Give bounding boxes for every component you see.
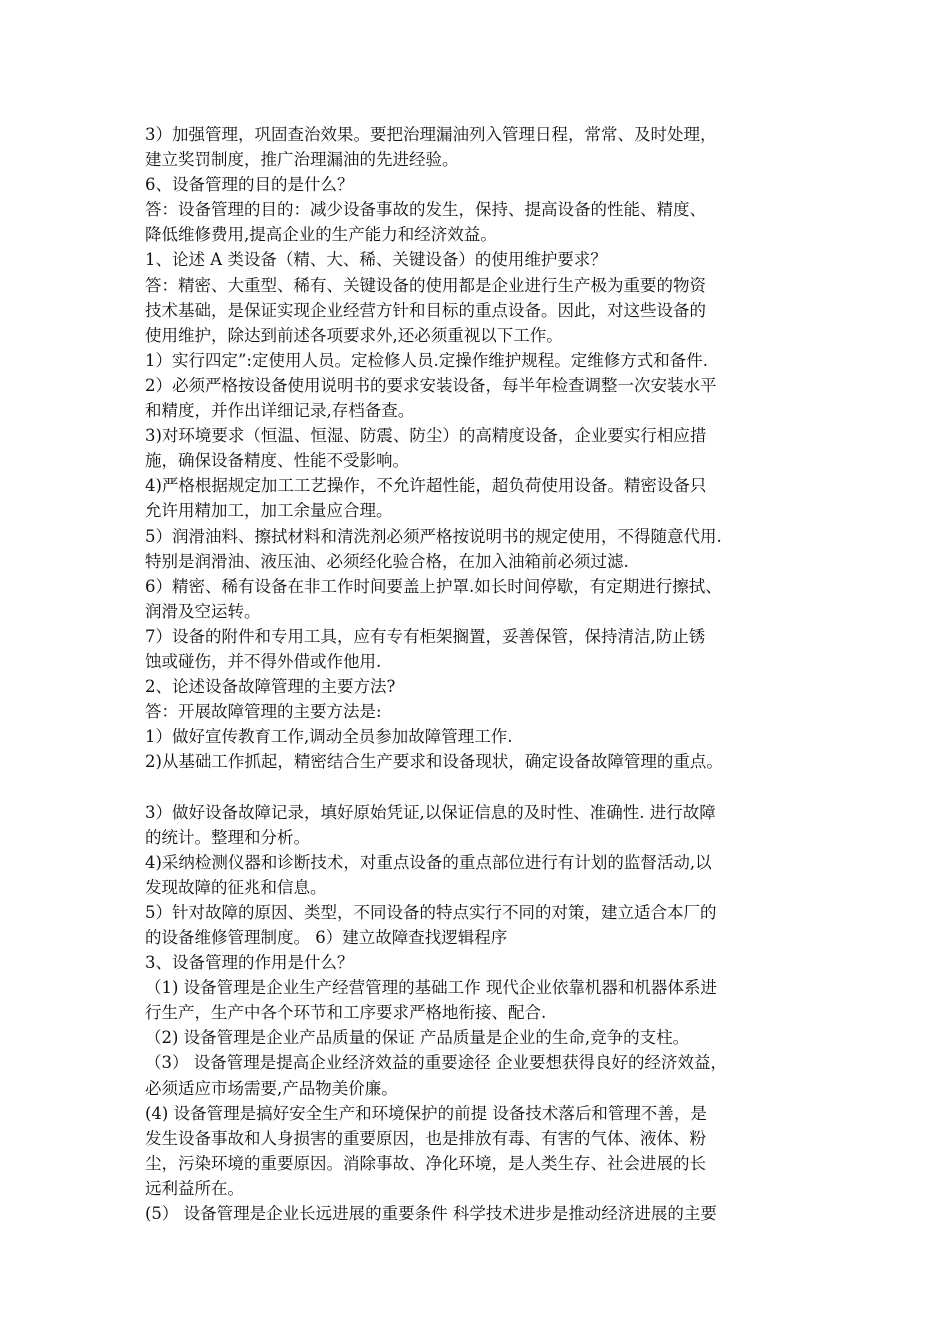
text-line: 1、论述 A 类设备（精、大、稀、关键设备）的使用维护要求？ xyxy=(145,250,607,270)
text-line: 施，确保设备精度、性能不受影响。 xyxy=(145,451,409,471)
text-line: 2)从基础工作抓起，精密结合生产要求和设备现状，确定设备故障管理的重点。 xyxy=(145,752,723,772)
document-page xyxy=(145,122,825,1226)
text-line: 1）实行四定”:定使用人员。定检修人员.定操作维护规程。定维修方式和备件. xyxy=(145,350,708,370)
text-line: 降低维修费用,提高企业的生产能力和经济效益。 xyxy=(145,225,497,245)
text-line: （2) 设备管理是企业产品质量的保证 产品质量是企业的生命,竞争的支柱。 xyxy=(145,1028,690,1048)
text-line: 行生产，生产中各个环节和工序要求严格地衔接、配合. xyxy=(145,1003,547,1023)
text-line: 5）润滑油料、擦拭材料和清洗剂必须严格按说明书的规定使用，不得随意代用. xyxy=(145,526,722,546)
text-line: 3）加强管理，巩固查治效果。要把治理漏油列入管理日程，常常、及时处理， xyxy=(145,125,717,144)
text-line: 1）做好宣传教育工作,调动全员参加故障管理工作. xyxy=(145,727,513,747)
text-line: 4)严格根据规定加工工艺操作，不允许超性能，超负荷使用设备。精密设备只 xyxy=(145,476,707,496)
text-line: 蚀或碰伤，并不得外借或作他用. xyxy=(145,651,382,671)
text-line: 3、设备管理的作用是什么？ xyxy=(145,953,354,973)
text-line: 2、论述设备故障管理的主要方法? xyxy=(145,677,396,697)
text-line: 4)采纳检测仪器和诊断技术，对重点设备的重点部位进行有计划的监督活动,以 xyxy=(145,852,712,872)
text-line: 尘，污染环境的重要原因。消除事故、净化环境，是人类生存、社会进展的长 xyxy=(145,1153,706,1173)
text-line: 答：设备管理的目的：减少设备事故的发生，保持、提高设备的性能、精度、 xyxy=(145,200,706,220)
text-line: 远利益所在。 xyxy=(145,1178,244,1198)
text-line: 3)对环境要求（恒温、恒湿、防震、防尘）的高精度设备，企业要实行相应措 xyxy=(145,426,707,446)
text-line: 润滑及空运转。 xyxy=(145,601,261,621)
text-line: 6、设备管理的目的是什么？ xyxy=(145,175,354,195)
text-line: 技术基础，是保证实现企业经营方针和目标的重点设备。因此，对这些设备的 xyxy=(145,300,706,320)
text-line: 建立奖罚制度，推广治理漏油的先进经验。 xyxy=(145,150,459,170)
text-line: 发现故障的征兆和信息。 xyxy=(145,877,327,897)
text-line: 特别是润滑油、液压油、必须经化验合格，在加入油箱前必须过滤. xyxy=(145,551,629,571)
text-line: （1) 设备管理是企业生产经营管理的基础工作 现代企业依靠机器和机器体系进 xyxy=(145,978,717,998)
text-line: 6）精密、稀有设备在非工作时间要盖上护罩.如长时间停歇，有定期进行擦拭、 xyxy=(145,576,722,596)
text-line: 必须适应市场需要,产品物美价廉。 xyxy=(145,1078,398,1098)
text-line: 发生设备事故和人身损害的重要原因，也是排放有毒、有害的气体、液体、粉 xyxy=(145,1128,706,1148)
text-line: 7）设备的附件和专用工具，应有专有柜架搁置，妥善保管，保持清洁,防止锈 xyxy=(145,626,706,646)
text-line: 3）做好设备故障记录，填好原始凭证,以保证信息的及时性、准确性. 进行故障 xyxy=(145,802,716,822)
text-line: (5） 设备管理是企业长远进展的重要条件 科学技术进步是推动经济进展的主要 xyxy=(145,1204,717,1224)
text-line: 5）针对故障的原因、类型，不同设备的特点实行不同的对策，建立适合本厂的 xyxy=(145,902,717,922)
blank-line xyxy=(145,774,825,799)
text-line: 答：精密、大重型、稀有、关键设备的使用都是企业进行生产极为重要的物资 xyxy=(145,275,706,295)
text-line: 的统计。整理和分析。 xyxy=(145,827,310,847)
text-line: 答：开展故障管理的主要方法是: xyxy=(145,702,382,722)
text-line: (4) 设备管理是搞好安全生产和环境保护的前提 设备技术落后和管理不善，是 xyxy=(145,1103,707,1123)
text-line: 的设备维修管理制度。 6）建立故障查找逻辑程序 xyxy=(145,928,508,947)
text-line: 2）必须严格按设备使用说明书的要求安装设备，每半年检查调整一次安装水平 xyxy=(145,375,717,395)
text-line: （3） 设备管理是提高企业经济效益的重要途径 企业要想获得良好的经济效益， xyxy=(145,1053,727,1073)
text-line: 使用维护，除达到前述各项要求外,还必须重视以下工作。 xyxy=(145,325,563,345)
text-line: 和精度，并作出详细记录,存档备查。 xyxy=(145,401,415,421)
text-line: 允许用精加工，加工余量应合理。 xyxy=(145,501,393,521)
